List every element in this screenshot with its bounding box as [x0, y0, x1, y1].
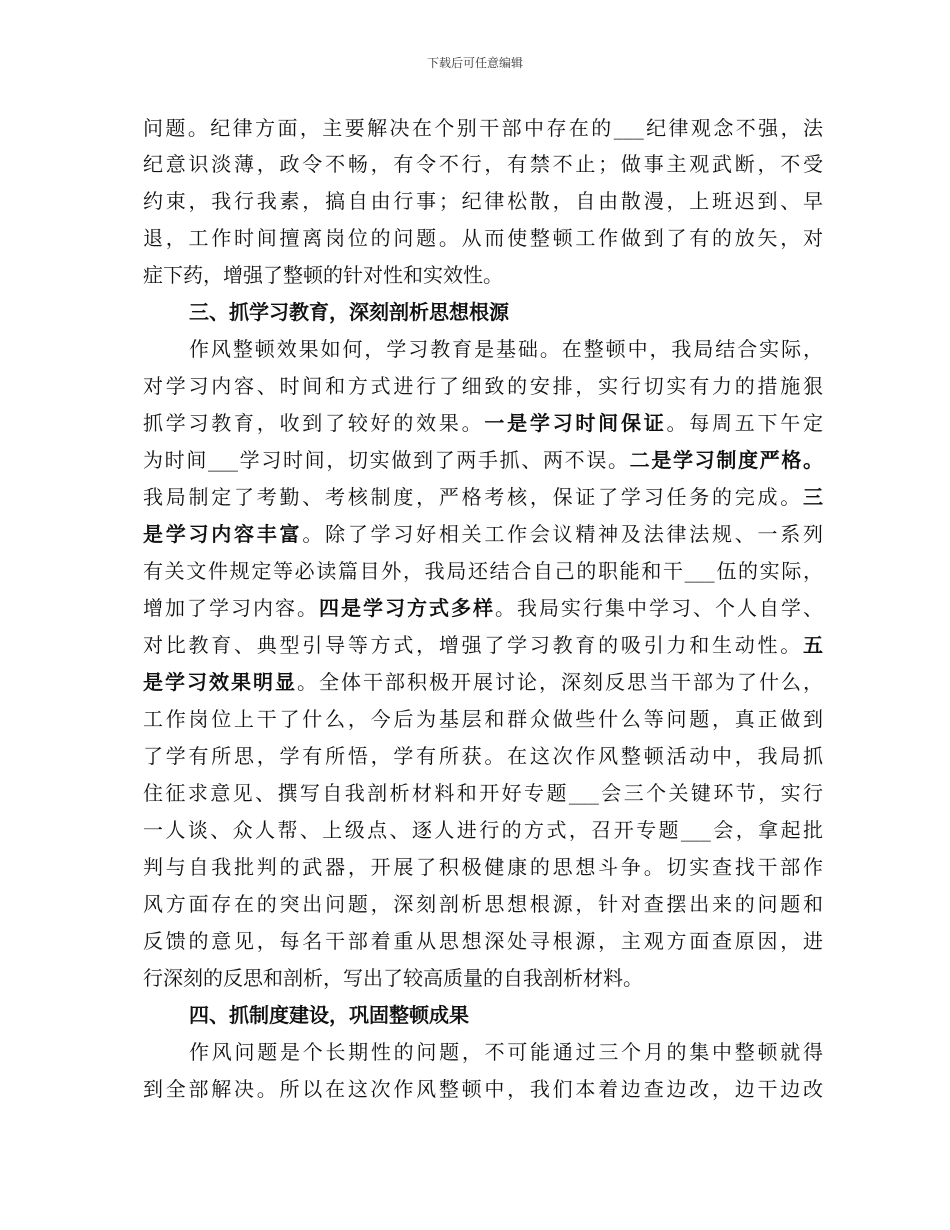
- text-line: 约束，我行我素，搞自由行事；纪律松散，自由散漫，上班迟到、早: [143, 189, 823, 213]
- section-heading: 四、抓制度建设，巩固整顿成果: [189, 1003, 469, 1027]
- text-line: 抓学习教育，收到了较好的效果。一是学习时间保证。每周五下午定: [143, 411, 824, 435]
- text-line: 工作岗位上干了什么，今后为基层和群众做些什么等问题，真正做到: [143, 707, 823, 731]
- text-line: 为时间___学习时间，切实做到了两手抓、两不误。二是学习制度严格。: [143, 448, 824, 472]
- section-heading: 三、抓学习教育，深刻剖析思想根源: [189, 300, 509, 324]
- text-line: 有关文件规定等必读篇目外，我局还结合自己的职能和干___伍的实际，: [143, 559, 823, 583]
- text-line: 反馈的意见，每名干部着重从思想深处寻根源，主观方面查原因，进: [143, 929, 823, 953]
- text-line: 对学习内容、时间和方式进行了细致的安排，实行切实有力的措施狠: [143, 374, 823, 398]
- text-line: 是学习内容丰富。除了学习好相关工作会议精神及法律法规、一系列: [143, 522, 824, 546]
- text-line: 问题。纪律方面，主要解决在个别干部中存在的___纪律观念不强，法: [143, 116, 823, 140]
- emphasis: 一是学习时间保证: [484, 411, 667, 435]
- text-line: 症下药，增强了整顿的针对性和实效性。: [143, 263, 503, 287]
- text-line: 增加了学习内容。四是学习方式多样。我局实行集中学习、个人自学、: [143, 596, 823, 620]
- text-line: 我局制定了考勤、考核制度，严格考核，保证了学习任务的完成。三: [143, 485, 823, 509]
- page-header: 下载后可任意编辑: [426, 56, 523, 70]
- text-line: 作风整顿效果如何，学习教育是基础。在整顿中，我局结合实际，: [189, 337, 823, 361]
- emphasis: 是学习内容丰富: [143, 522, 303, 546]
- text-line: 住征求意见、撰写自我剖析材料和开好专题___会三个关键环节，实行: [143, 781, 823, 805]
- text-line: 判与自我批判的武器，开展了积极健康的思想斗争。切实查找干部作: [143, 855, 823, 879]
- text-line: 退，工作时间擅离岗位的问题。从而使整顿工作做到了有的放矢，对: [143, 226, 823, 250]
- text-line: 了学有所思，学有所悟，学有所获。在这次作风整顿活动中，我局抓: [143, 744, 823, 768]
- text-line: 到全部解决。所以在这次作风整顿中，我们本着边查边改，边干边改: [143, 1077, 823, 1101]
- emphasis: 四是学习方式多样: [319, 596, 495, 620]
- text-line: 是学习效果明显。全体干部积极开展讨论，深刻反思当干部为了什么，: [143, 670, 823, 694]
- emphasis: 五: [803, 633, 823, 657]
- emphasis: 是学习效果明显: [143, 670, 297, 694]
- text-line: 一人谈、众人帮、上级点、逐人进行的方式，召开专题___会，拿起批: [143, 818, 823, 842]
- text-line: 纪意识淡薄，政令不畅，有令不行，有禁不止；做事主观武断，不受: [143, 152, 823, 176]
- emphasis: 二是学习制度严格: [629, 448, 804, 472]
- emphasis: 三: [803, 485, 823, 509]
- text-line: 风方面存在的突出问题，深刻剖析思想根源，针对查摆出来的问题和: [143, 892, 823, 916]
- text-line: 对比教育、典型引导等方式，增强了学习教育的吸引力和生动性。五: [143, 633, 823, 657]
- text-line: 行深刻的反思和剖析，写出了较高质量的自我剖析材料。: [143, 966, 643, 990]
- text-line: 作风问题是个长期性的问题，不可能通过三个月的集中整顿就得: [189, 1040, 823, 1064]
